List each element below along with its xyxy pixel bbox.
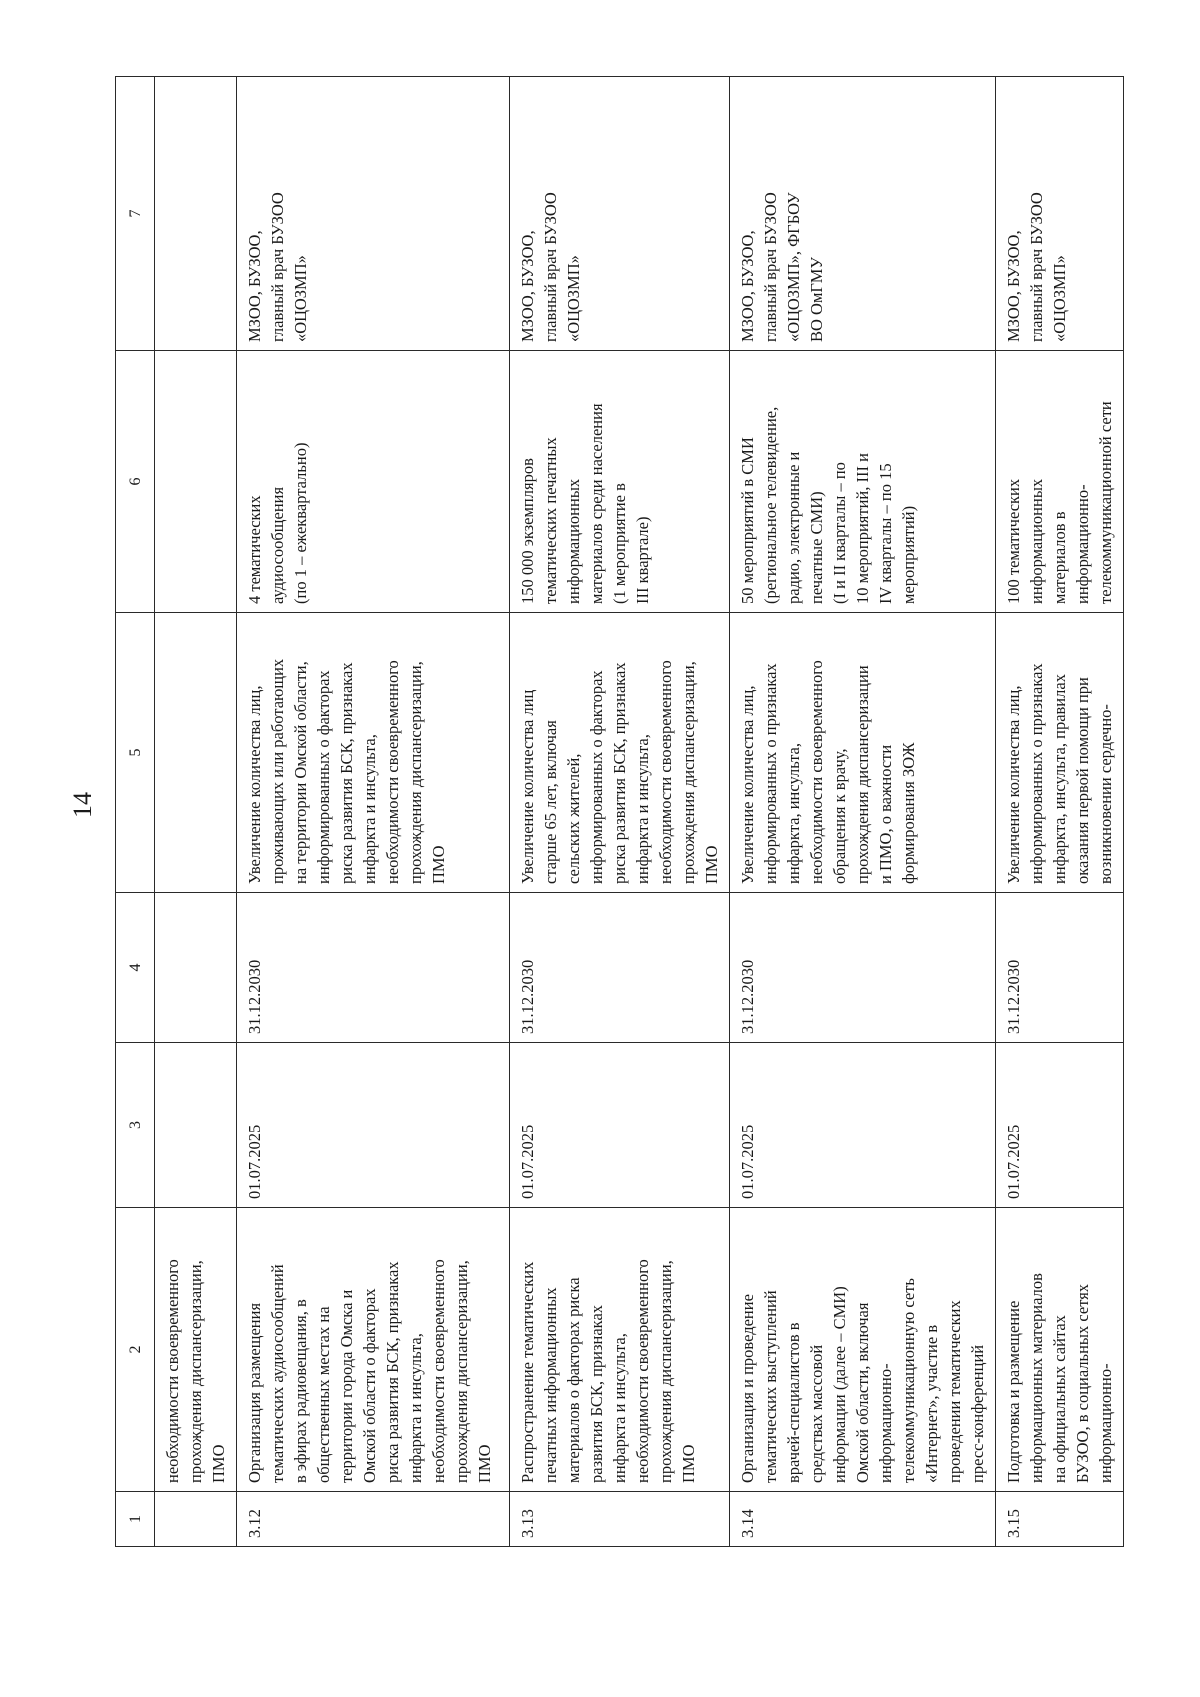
responsible-cell [155,77,237,351]
row-number-cell: 3.13 [510,1492,730,1547]
start-date-cell: 01.07.2025 [996,1043,1124,1208]
row-number-cell: 3.12 [237,1492,510,1547]
rotated-page-content [115,77,1115,1547]
responsible-cell: МЗОО, БУЗОО, главный врач БУЗОО «ОЦОЗМП» [510,77,730,351]
end-date-cell: 31.12.2030 [510,893,730,1043]
plan-table [115,76,1124,1547]
indicator-cell [155,351,237,613]
end-date-cell: 31.12.2030 [996,893,1124,1043]
indicator-cell: 50 мероприятий в СМИ (региональное телевидение, радио, электронные и печатные СМИ) (I и II кварталы – по 10 мероприятий, III и IV кварталы – по 15 мероприятий) [730,351,996,613]
column-number-3: 3 [116,1043,155,1208]
start-date-cell: 01.07.2025 [510,1043,730,1208]
end-date-cell [155,893,237,1043]
responsible-cell: МЗОО, БУЗОО, главный врач БУЗОО «ОЦОЗМП» [237,77,510,351]
activity-cell: необходимости своевременного прохождения диспансеризации, ПМО [155,1208,237,1492]
result-cell: Увеличение количества лиц старше 65 лет, включая сельских жителей, информированных о факторах риска развития БСК, признаках инфаркта и инсульта, необходимости своевременного прохождения диспансеризации, ПМО [510,613,730,893]
page-number: 14 [68,792,97,818]
column-number-5: 5 [116,613,155,893]
start-date-cell: 01.07.2025 [730,1043,996,1208]
indicator-cell: 150 000 экземпляров тематических печатных информационных материалов среди населения (1 мероприятие в III квартале) [510,351,730,613]
indicator-cell: 4 тематических аудиосообщения (по 1 – ежеквартально) [237,351,510,613]
activity-cell: Распространение тематических печатных информационных материалов о факторах риска развития БСК, признаках инфаркта и инсульта, необходимости своевременного прохождения диспансеризации, ПМО [510,1208,730,1492]
activity-cell: Подготовка и размещение информационных материалов на официальных сайтах БУЗОО, в социальных сетях информационно- [996,1208,1124,1492]
row-number-cell: 3.14 [730,1492,996,1547]
column-number-7: 7 [116,77,155,351]
end-date-cell: 31.12.2030 [730,893,996,1043]
start-date-cell [155,1043,237,1208]
responsible-cell: МЗОО, БУЗОО, главный врач БУЗОО «ОЦОЗМП» [996,77,1124,351]
table-row [155,77,237,1547]
responsible-cell: МЗОО, БУЗОО, главный врач БУЗОО «ОЦОЗМП», ФГБОУ ВО ОмГМУ [730,77,996,351]
end-date-cell: 31.12.2030 [237,893,510,1043]
table-header-row [116,77,155,1547]
column-number-6: 6 [116,351,155,613]
activity-cell: Организация размещения тематических аудиосообщений в эфирах радиовещания, в общественных местах на территории города Омска и Омской области о факторах риска развития БСК, признаках инфаркта и инсульта, необходимости своевременного прохождения диспансеризации, ПМО [237,1208,510,1492]
result-cell: Увеличение количества лиц, информированных о признаках инфаркта, инсульта, правилах оказания первой помощи при возникновении сердечно- [996,613,1124,893]
result-cell: Увеличение количества лиц, проживающих или работающих на территории Омской области, информированных о факторах риска развития БСК, признаках инфаркта и инсульта, необходимости своевременного прохождения диспансеризации, ПМО [237,613,510,893]
table-row [996,77,1124,1547]
table-row [237,77,510,1547]
activity-cell: Организация и проведение тематических выступлений врачей-специалистов в средствах массовой информации (далее – СМИ) Омской области, включая информационно- телекоммуникационную сеть «Интернет», участие в проведении тематических пресс-конференций [730,1208,996,1492]
result-cell [155,613,237,893]
result-cell: Увеличение количества лиц, информированных о признаках инфаркта, инсульта, необходимости своевременного обращения к врачу, прохождения диспансеризации и ПМО, о важности формирования ЗОЖ [730,613,996,893]
column-number-1: 1 [116,1492,155,1547]
row-number-cell: 3.15 [996,1492,1124,1547]
table-row [730,77,996,1547]
table-row [510,77,730,1547]
indicator-cell: 100 тематических информационных материалов в информационно- телекоммуникационной сети [996,351,1124,613]
start-date-cell: 01.07.2025 [237,1043,510,1208]
column-number-4: 4 [116,893,155,1043]
row-number-cell [155,1492,237,1547]
column-number-2: 2 [116,1208,155,1492]
